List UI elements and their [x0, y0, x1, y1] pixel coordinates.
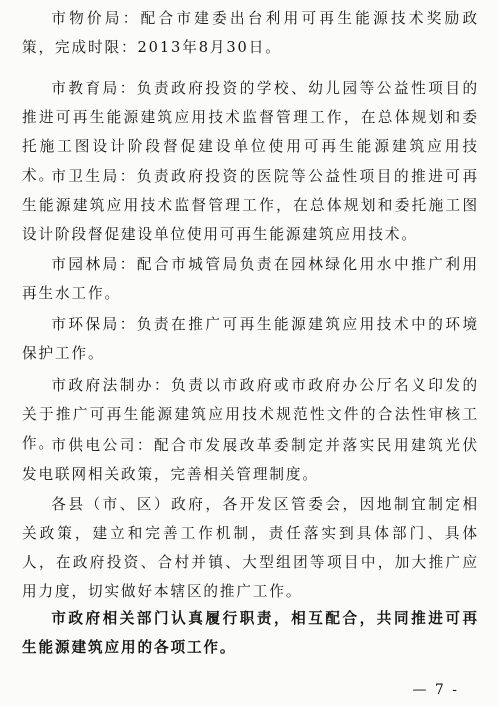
paragraph-garden-bureau: 市园林局：配合市城管局负责在园林绿化用水中推广利用再生水工作。 — [22, 256, 479, 302]
paragraph-county-governments: 各县（市、区）政府，各开发区管委会，因地制宜制定相关政策，建立和完善工作机制，责任落实到具体部门、具体人，在政府投资、合村并镇、大型组团等项目中，加大推广应用力度，切实做好本辖区的推广工作。 — [22, 496, 479, 600]
paragraph-city-departments: 市政府相关部门认真履行职责，相互配合，共同推进可再生能源建筑应用的各项工作。 — [22, 610, 479, 656]
paragraph-health-bureau: 市卫生局：负责政府投资的医院等公益性项目的推进可再生能源建筑应用技术监督管理工作，在总体规划和委托施工图设计阶段督促建设单位使用可再生能源建筑应用技术。 — [22, 168, 479, 243]
paragraph-legal-office: 市政府法制办：负责以市政府或市政府办公厅名义印发的关于推广可再生能源建筑应用技术规范性文件的合法性审核工作。 — [22, 377, 479, 452]
paragraph-power-company: 市供电公司：配合市发展改革委制定并落实民用建筑光伏发电联网相关政策，完善相关管理制度。 — [22, 437, 479, 483]
paragraph-education-bureau: 市教育局：负责政府投资的学校、幼儿园等公益性项目的推进可再生能源建筑应用技术监督管理工作，在总体规划和委托施工图设计阶段督促建设单位使用可再生能源建筑应用技术。 — [22, 80, 479, 184]
paragraph-environmental-bureau: 市环保局：负责在推广可再生能源建筑应用技术中的环境保护工作。 — [22, 316, 479, 362]
paragraph-price-bureau: 市物价局：配合市建委出台利用可再生能源技术奖励政策，完成时限：2013年8月30日。 — [22, 10, 479, 56]
page-number: — 7 - — [412, 682, 459, 698]
